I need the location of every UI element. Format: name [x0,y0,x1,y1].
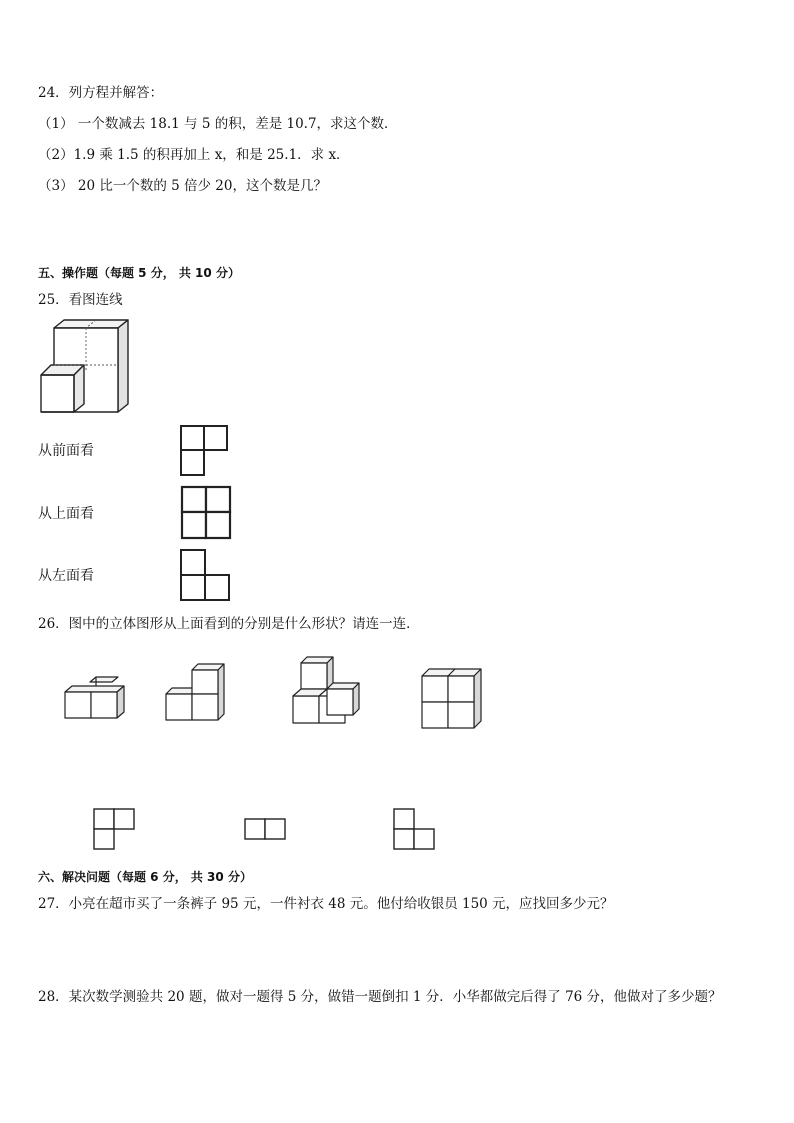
q25-view-shape-1 [180,425,228,477]
q28-text: 28．某次数学测验共 20 题，做对一题得 5 分，做错一题倒扣 1 分．小华都做完后得了 76 分，他做对了多少题？ [38,989,722,1005]
q25-view-shape-3 [180,549,230,601]
view-label-left: 从左面看 [38,568,94,584]
q24-title: 24．列方程并解答： [38,85,164,101]
section5-heading: 五、操作题（每题 5 分， 共 10 分） [38,266,240,280]
q25-cube-solid-figure [38,318,130,414]
section6-heading: 六、解决问题（每题 6 分， 共 30 分） [38,870,252,884]
q26-title: 26．图中的立体图形从上面看到的分别是什么形状？请连一连． [38,616,420,632]
q26-top-view-shape-1 [93,808,137,850]
view-label-front: 从前面看 [38,443,94,459]
q24-item-2: （2）1.9 乘 1.5 的积再加上 x，和是 25.1．求 x． [38,147,350,163]
q26-solid-2-figure [165,662,227,722]
q25-title: 25．看图连线 [38,292,123,308]
q27-text: 27．小亮在超市买了一条裤子 95 元，一件衬衣 48 元。他付给收银员 150 元，应找回多少元？ [38,896,614,912]
q24-item-1: （1） 一个数减去 18.1 与 5 的积，差是 10.7，求这个数． [38,116,398,132]
q26-top-view-shape-3 [393,808,437,850]
q26-solid-4-figure [421,668,483,730]
q26-solid-3-figure [292,656,362,726]
q26-top-view-shape-2 [244,818,286,840]
q25-view-shape-2 [181,486,231,540]
q26-solid-1-figure [64,676,126,720]
view-label-top: 从上面看 [38,506,94,522]
q24-item-3: （3） 20 比一个数的 5 倍少 20，这个数是几？ [38,178,327,194]
